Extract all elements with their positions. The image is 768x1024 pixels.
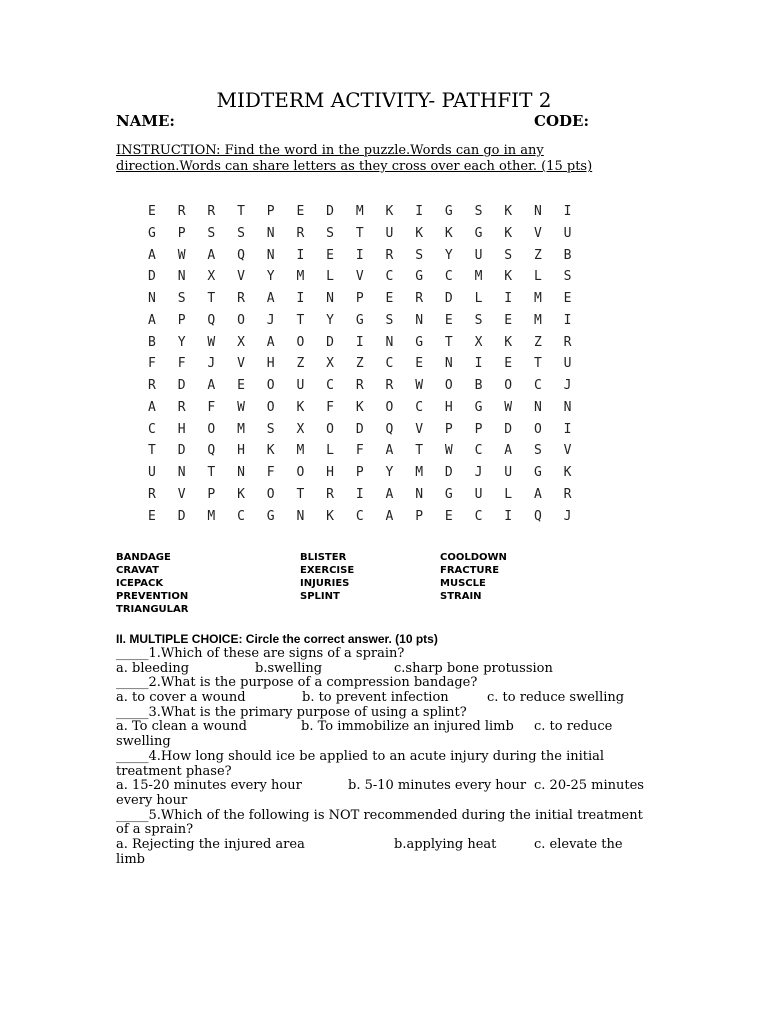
puzzle-letter[interactable]: A (148, 399, 156, 415)
puzzle-letter[interactable]: S (474, 204, 483, 219)
puzzle-letter[interactable]: H (326, 465, 334, 480)
puzzle-letter[interactable]: O (385, 399, 394, 415)
puzzle-letter[interactable]: U (563, 356, 572, 372)
puzzle-letter[interactable]: G (474, 399, 483, 415)
page-title: MIDTERM ACTIVITY- PATHFIT 2 (216, 88, 552, 112)
puzzle-letter[interactable]: C (474, 443, 483, 459)
puzzle-letter[interactable]: T (415, 443, 424, 459)
puzzle-letter[interactable]: S (415, 247, 424, 263)
puzzle-letter[interactable]: R (296, 225, 305, 241)
instruction-text: INSTRUCTION: Find the word in the puzzle.Words can go in any direction.Words can share letters as they cross over each other. (15 pts) (116, 143, 593, 174)
puzzle-letter[interactable]: Z (296, 356, 305, 372)
puzzle-letter[interactable]: N (326, 291, 334, 306)
puzzle-letter[interactable]: Z (533, 247, 542, 263)
word-list-item: EXERCISE (300, 565, 355, 576)
puzzle-letter[interactable]: K (444, 225, 453, 241)
puzzle-letter[interactable]: J (474, 465, 483, 480)
puzzle-letter[interactable]: T (296, 312, 305, 328)
puzzle-letter[interactable]: S (237, 225, 245, 241)
puzzle-letter[interactable]: V (355, 269, 364, 285)
puzzle-letter[interactable]: A (385, 508, 394, 524)
puzzle-letter[interactable]: T (207, 291, 216, 306)
puzzle-letter[interactable]: H (237, 443, 245, 459)
puzzle-letter[interactable]: N (415, 486, 424, 502)
puzzle-letter[interactable]: D (504, 421, 513, 437)
puzzle-letter[interactable]: S (266, 421, 275, 437)
puzzle-letter[interactable]: X (326, 356, 334, 372)
puzzle-letter[interactable]: R (148, 378, 156, 393)
puzzle-letter[interactable]: F (177, 356, 186, 372)
puzzle-letter[interactable]: O (444, 378, 453, 393)
puzzle-letter[interactable]: D (444, 291, 453, 306)
puzzle-letter[interactable]: R (177, 399, 186, 415)
puzzle-letter[interactable]: P (177, 225, 186, 241)
puzzle-letter[interactable]: K (266, 443, 275, 459)
puzzle-letter[interactable]: R (326, 486, 334, 502)
puzzle-letter[interactable]: R (177, 204, 186, 219)
puzzle-letter[interactable]: E (385, 291, 394, 306)
puzzle-letter[interactable]: D (148, 269, 156, 285)
puzzle-letter[interactable]: J (266, 312, 275, 328)
puzzle-letter[interactable]: D (355, 421, 364, 437)
puzzle-letter[interactable]: S (207, 225, 216, 241)
option-b[interactable]: b. To immobilize an injured limb (301, 719, 514, 735)
puzzle-letter[interactable]: A (207, 378, 216, 393)
question-4-options (116, 779, 656, 794)
puzzle-letter[interactable]: E (504, 356, 513, 372)
puzzle-letter[interactable]: V (237, 269, 245, 285)
puzzle-letter[interactable]: V (563, 443, 572, 459)
question-3: _____3.What is the primary purpose of using a splint? (116, 704, 467, 720)
puzzle-letter[interactable]: S (563, 269, 572, 285)
puzzle-letter[interactable]: I (355, 334, 364, 350)
puzzle-letter[interactable]: C (444, 269, 453, 285)
word-search-grid (140, 204, 585, 530)
puzzle-letter[interactable]: W (237, 399, 245, 415)
option-a[interactable]: a. To clean a wound (116, 719, 247, 735)
word-list-item: FRACTURE (440, 565, 500, 576)
question-2: _____2.What is the purpose of a compression bandage? (116, 675, 478, 691)
puzzle-letter[interactable]: U (148, 465, 156, 480)
word-list-item: SPLINT (300, 591, 340, 602)
puzzle-letter[interactable]: I (563, 312, 572, 328)
puzzle-letter[interactable]: D (177, 508, 186, 524)
puzzle-letter[interactable]: U (296, 378, 305, 393)
question-5-option-c-continued: limb (116, 851, 145, 867)
puzzle-letter[interactable]: I (355, 247, 364, 263)
puzzle-letter[interactable]: C (415, 399, 424, 415)
option-c[interactable]: c. to reduce (534, 719, 613, 735)
puzzle-letter[interactable]: M (355, 204, 364, 219)
puzzle-letter[interactable]: N (385, 334, 394, 350)
puzzle-letter[interactable]: I (563, 204, 572, 219)
puzzle-letter[interactable]: R (237, 291, 245, 306)
puzzle-letter[interactable]: T (533, 356, 542, 372)
puzzle-letter[interactable]: O (504, 378, 513, 393)
word-list-item: CRAVAT (116, 565, 159, 576)
question-3-option-c-continued: swelling (116, 734, 171, 750)
puzzle-letter[interactable]: R (385, 378, 394, 393)
puzzle-letter[interactable]: L (326, 443, 334, 459)
puzzle-letter[interactable]: Q (207, 312, 216, 328)
puzzle-letter[interactable]: Z (533, 334, 542, 350)
word-list-item: STRAIN (440, 591, 482, 602)
puzzle-letter[interactable]: M (237, 421, 245, 437)
puzzle-letter[interactable]: W (415, 378, 424, 393)
puzzle-letter[interactable]: Y (266, 269, 275, 285)
puzzle-letter[interactable]: K (504, 225, 513, 241)
puzzle-letter[interactable]: T (207, 465, 216, 480)
puzzle-letter[interactable]: M (533, 291, 542, 306)
puzzle-letter[interactable]: S (504, 247, 513, 263)
puzzle-letter[interactable]: F (207, 399, 216, 415)
puzzle-letter[interactable]: M (296, 269, 305, 285)
puzzle-letter[interactable]: L (533, 269, 542, 285)
puzzle-letter[interactable]: N (563, 399, 572, 415)
puzzle-letter[interactable]: Y (444, 247, 453, 263)
puzzle-letter[interactable]: O (207, 421, 216, 437)
puzzle-letter[interactable]: N (177, 465, 186, 480)
puzzle-letter[interactable]: V (415, 421, 424, 437)
puzzle-letter[interactable]: R (563, 486, 572, 502)
puzzle-letter[interactable]: C (385, 356, 394, 372)
puzzle-letter[interactable]: U (474, 486, 483, 502)
puzzle-letter[interactable]: A (385, 486, 394, 502)
puzzle-letter[interactable]: P (415, 508, 424, 524)
puzzle-letter[interactable]: L (474, 291, 483, 306)
word-list-item: ICEPACK (116, 578, 164, 589)
puzzle-letter[interactable]: S (533, 443, 542, 459)
puzzle-letter[interactable]: U (474, 247, 483, 263)
puzzle-letter[interactable]: F (266, 465, 275, 480)
puzzle-letter[interactable]: Y (177, 334, 186, 350)
word-list-column-3 (440, 551, 507, 603)
puzzle-letter[interactable]: A (266, 334, 275, 350)
word-list-item: PREVENTION (116, 591, 189, 602)
puzzle-letter[interactable]: H (444, 399, 453, 415)
puzzle-letter[interactable]: I (415, 204, 424, 219)
puzzle-letter[interactable]: O (533, 421, 542, 437)
option-b[interactable]: b. 5-10 minutes every hour (348, 778, 527, 794)
puzzle-letter[interactable]: I (504, 508, 513, 524)
puzzle-letter[interactable]: L (504, 486, 513, 502)
puzzle-letter[interactable]: R (355, 378, 364, 393)
puzzle-letter[interactable]: W (444, 443, 453, 459)
code-label: CODE: (534, 112, 589, 130)
puzzle-letter[interactable]: I (474, 356, 483, 372)
question-1-options (116, 662, 656, 677)
puzzle-letter[interactable]: D (326, 334, 334, 350)
puzzle-letter[interactable]: N (266, 247, 275, 263)
option-a[interactable]: a. Rejecting the injured area (116, 836, 305, 852)
puzzle-letter[interactable]: O (266, 486, 275, 502)
option-a[interactable]: a. to cover a wound (116, 690, 246, 706)
puzzle-letter[interactable]: S (474, 312, 483, 328)
puzzle-letter[interactable]: E (444, 508, 453, 524)
puzzle-letter[interactable]: N (296, 508, 305, 524)
puzzle-letter[interactable]: C (533, 378, 542, 393)
puzzle-letter[interactable]: E (563, 291, 572, 306)
puzzle-letter[interactable]: R (563, 334, 572, 350)
puzzle-letter[interactable]: C (237, 508, 245, 524)
puzzle-letter[interactable]: U (385, 225, 394, 241)
puzzle-letter[interactable]: D (177, 443, 186, 459)
puzzle-letter[interactable]: V (177, 486, 186, 502)
question-5: _____5.Which of the following is NOT recommended during the initial treatment of a sprain? (116, 807, 643, 838)
puzzle-letter[interactable]: K (504, 334, 513, 350)
puzzle-letter[interactable]: S (385, 312, 394, 328)
puzzle-letter[interactable]: H (266, 356, 275, 372)
option-c[interactable]: c. elevate the (534, 836, 623, 852)
puzzle-letter[interactable]: A (148, 247, 156, 263)
puzzle-letter[interactable]: Q (533, 508, 542, 524)
puzzle-letter[interactable]: C (355, 508, 364, 524)
puzzle-letter[interactable]: V (237, 356, 245, 372)
option-c[interactable]: c.sharp bone protussion (394, 660, 553, 676)
puzzle-letter[interactable]: U (504, 465, 513, 480)
puzzle-letter[interactable]: U (563, 225, 572, 241)
puzzle-letter[interactable]: P (355, 465, 364, 480)
puzzle-letter[interactable]: O (296, 465, 305, 480)
puzzle-letter[interactable]: E (504, 312, 513, 328)
puzzle-letter[interactable]: E (237, 378, 245, 393)
puzzle-letter[interactable]: X (237, 334, 245, 350)
option-a[interactable]: a. 15-20 minutes every hour (116, 778, 302, 794)
puzzle-letter[interactable]: R (415, 291, 424, 306)
puzzle-letter[interactable]: M (415, 465, 424, 480)
puzzle-letter[interactable]: A (148, 312, 156, 328)
puzzle-letter[interactable]: E (148, 508, 156, 524)
puzzle-letter[interactable]: X (474, 334, 483, 350)
option-b[interactable]: b. to prevent infection (302, 690, 449, 706)
puzzle-letter[interactable]: F (326, 399, 334, 415)
puzzle-letter[interactable]: I (296, 291, 305, 306)
puzzle-letter[interactable]: T (296, 486, 305, 502)
puzzle-letter[interactable]: D (177, 378, 186, 393)
puzzle-letter[interactable]: J (563, 378, 572, 393)
puzzle-letter[interactable]: C (148, 421, 156, 437)
question-3-options (116, 720, 656, 735)
puzzle-letter[interactable]: E (444, 312, 453, 328)
option-c[interactable]: c. 20-25 minutes (534, 778, 644, 794)
puzzle-letter[interactable]: K (326, 508, 334, 524)
puzzle-letter[interactable]: A (385, 443, 394, 459)
puzzle-letter[interactable]: R (385, 247, 394, 263)
puzzle-letter[interactable]: K (355, 399, 364, 415)
puzzle-letter[interactable]: W (504, 399, 513, 415)
puzzle-letter[interactable]: G (415, 334, 424, 350)
puzzle-letter[interactable]: P (474, 421, 483, 437)
name-label: NAME: (116, 112, 175, 130)
option-b[interactable]: b.applying heat (394, 836, 497, 852)
word-list-item: BLISTER (300, 552, 347, 563)
puzzle-letter[interactable]: F (355, 443, 364, 459)
puzzle-letter[interactable]: G (474, 225, 483, 241)
puzzle-letter[interactable]: P (177, 312, 186, 328)
puzzle-letter[interactable]: G (148, 225, 156, 241)
puzzle-letter[interactable]: X (207, 269, 216, 285)
puzzle-letter[interactable]: E (296, 204, 305, 219)
puzzle-letter[interactable]: N (533, 399, 542, 415)
puzzle-letter[interactable]: O (296, 334, 305, 350)
puzzle-letter[interactable]: Z (355, 356, 364, 372)
puzzle-letter[interactable]: T (237, 204, 245, 219)
puzzle-letter[interactable]: I (355, 486, 364, 502)
puzzle-letter[interactable]: I (563, 421, 572, 437)
puzzle-letter[interactable]: A (266, 291, 275, 306)
puzzle-letter[interactable]: G (444, 486, 453, 502)
puzzle-letter[interactable]: K (385, 204, 394, 219)
puzzle-letter[interactable]: K (296, 399, 305, 415)
puzzle-letter[interactable]: N (444, 356, 453, 372)
puzzle-letter[interactable]: O (326, 421, 334, 437)
puzzle-letter[interactable]: Q (237, 247, 245, 263)
puzzle-letter[interactable]: K (415, 225, 424, 241)
puzzle-letter[interactable]: M (296, 443, 305, 459)
puzzle-letter[interactable]: R (207, 204, 216, 219)
puzzle-letter[interactable]: E (148, 204, 156, 219)
question-2-options (116, 691, 656, 706)
puzzle-letter[interactable]: O (266, 399, 275, 415)
word-list-item: COOLDOWN (440, 552, 507, 563)
puzzle-letter[interactable]: G (355, 312, 364, 328)
option-c[interactable]: c. to reduce swelling (487, 690, 625, 706)
puzzle-letter[interactable]: L (326, 269, 334, 285)
puzzle-letter[interactable]: F (148, 356, 156, 372)
puzzle-letter[interactable]: O (237, 312, 245, 328)
puzzle-letter[interactable]: M (474, 269, 483, 285)
puzzle-letter[interactable]: P (355, 291, 364, 306)
puzzle-letter[interactable]: M (533, 312, 542, 328)
puzzle-letter[interactable]: P (207, 486, 216, 502)
puzzle-letter[interactable]: K (563, 465, 572, 480)
puzzle-letter[interactable]: S (177, 291, 186, 306)
puzzle-letter[interactable]: E (326, 247, 334, 263)
puzzle-letter[interactable]: Q (385, 421, 394, 437)
puzzle-letter[interactable]: G (266, 508, 275, 524)
puzzle-letter[interactable]: B (148, 334, 156, 350)
puzzle-letter[interactable]: P (444, 421, 453, 437)
puzzle-letter[interactable]: W (177, 247, 186, 263)
puzzle-letter[interactable]: J (207, 356, 216, 372)
puzzle-letter[interactable]: B (474, 378, 483, 393)
puzzle-letter[interactable]: G (415, 269, 424, 285)
puzzle-letter[interactable]: I (504, 291, 513, 306)
puzzle-letter[interactable]: T (148, 443, 156, 459)
puzzle-letter[interactable]: O (266, 378, 275, 393)
puzzle-letter[interactable]: R (148, 486, 156, 502)
puzzle-letter[interactable]: A (207, 247, 216, 263)
question-1: _____1.Which of these are signs of a sprain? (116, 646, 405, 661)
puzzle-letter[interactable]: J (563, 508, 572, 524)
option-a[interactable]: a. bleeding (116, 660, 190, 676)
puzzle-letter[interactable]: H (177, 421, 186, 437)
puzzle-letter[interactable]: C (474, 508, 483, 524)
puzzle-letter[interactable]: D (326, 204, 334, 219)
puzzle-letter[interactable]: V (533, 225, 542, 241)
puzzle-letter[interactable]: A (504, 443, 513, 459)
puzzle-letter[interactable]: P (266, 204, 275, 219)
question-5-options (116, 838, 656, 853)
puzzle-letter[interactable]: W (207, 334, 216, 350)
word-list-column-1 (116, 551, 189, 616)
word-list-item: MUSCLE (440, 578, 486, 589)
word-list-column-2 (300, 551, 354, 603)
puzzle-letter[interactable]: A (533, 486, 542, 502)
puzzle-letter[interactable]: C (326, 378, 334, 393)
puzzle-letter[interactable]: Y (385, 465, 394, 480)
puzzle-letter[interactable]: K (504, 269, 513, 285)
puzzle-letter[interactable]: I (296, 247, 305, 263)
multiple-choice-heading: II. MULTIPLE CHOICE: Circle the correct answer. (10 pts) (116, 632, 438, 646)
word-list-item: INJURIES (300, 578, 350, 589)
puzzle-letter[interactable]: T (355, 225, 364, 241)
puzzle-letter[interactable]: D (444, 465, 453, 480)
puzzle-letter[interactable]: N (266, 225, 275, 241)
puzzle-letter[interactable]: K (504, 204, 513, 219)
puzzle-letter[interactable]: X (296, 421, 305, 437)
question-4-option-c-continued: every hour (116, 792, 188, 808)
puzzle-letter[interactable]: S (326, 225, 334, 241)
puzzle-letter[interactable]: G (444, 204, 453, 219)
puzzle-letter[interactable]: N (237, 465, 245, 480)
puzzle-letter[interactable]: N (148, 291, 156, 306)
option-b[interactable]: b.swelling (255, 660, 323, 676)
puzzle-letter[interactable]: M (207, 508, 216, 524)
puzzle-letter[interactable]: B (563, 247, 572, 263)
puzzle-letter[interactable]: N (415, 312, 424, 328)
puzzle-letter[interactable]: T (444, 334, 453, 350)
multiple-choice-section (116, 647, 656, 867)
word-list-item: TRIANGULAR (116, 604, 189, 615)
puzzle-letter[interactable]: Q (207, 443, 216, 459)
question-4: _____4.How long should ice be applied to an acute injury during the initial treatment phase? (116, 748, 605, 779)
puzzle-letter[interactable]: N (177, 269, 186, 285)
puzzle-letter[interactable]: N (533, 204, 542, 219)
puzzle-letter[interactable]: K (237, 486, 245, 502)
puzzle-letter[interactable]: G (533, 465, 542, 480)
puzzle-letter[interactable]: C (385, 269, 394, 285)
puzzle-letter[interactable]: E (415, 356, 424, 372)
puzzle-letter[interactable]: Y (326, 312, 334, 328)
word-list-item: BANDAGE (116, 552, 171, 563)
